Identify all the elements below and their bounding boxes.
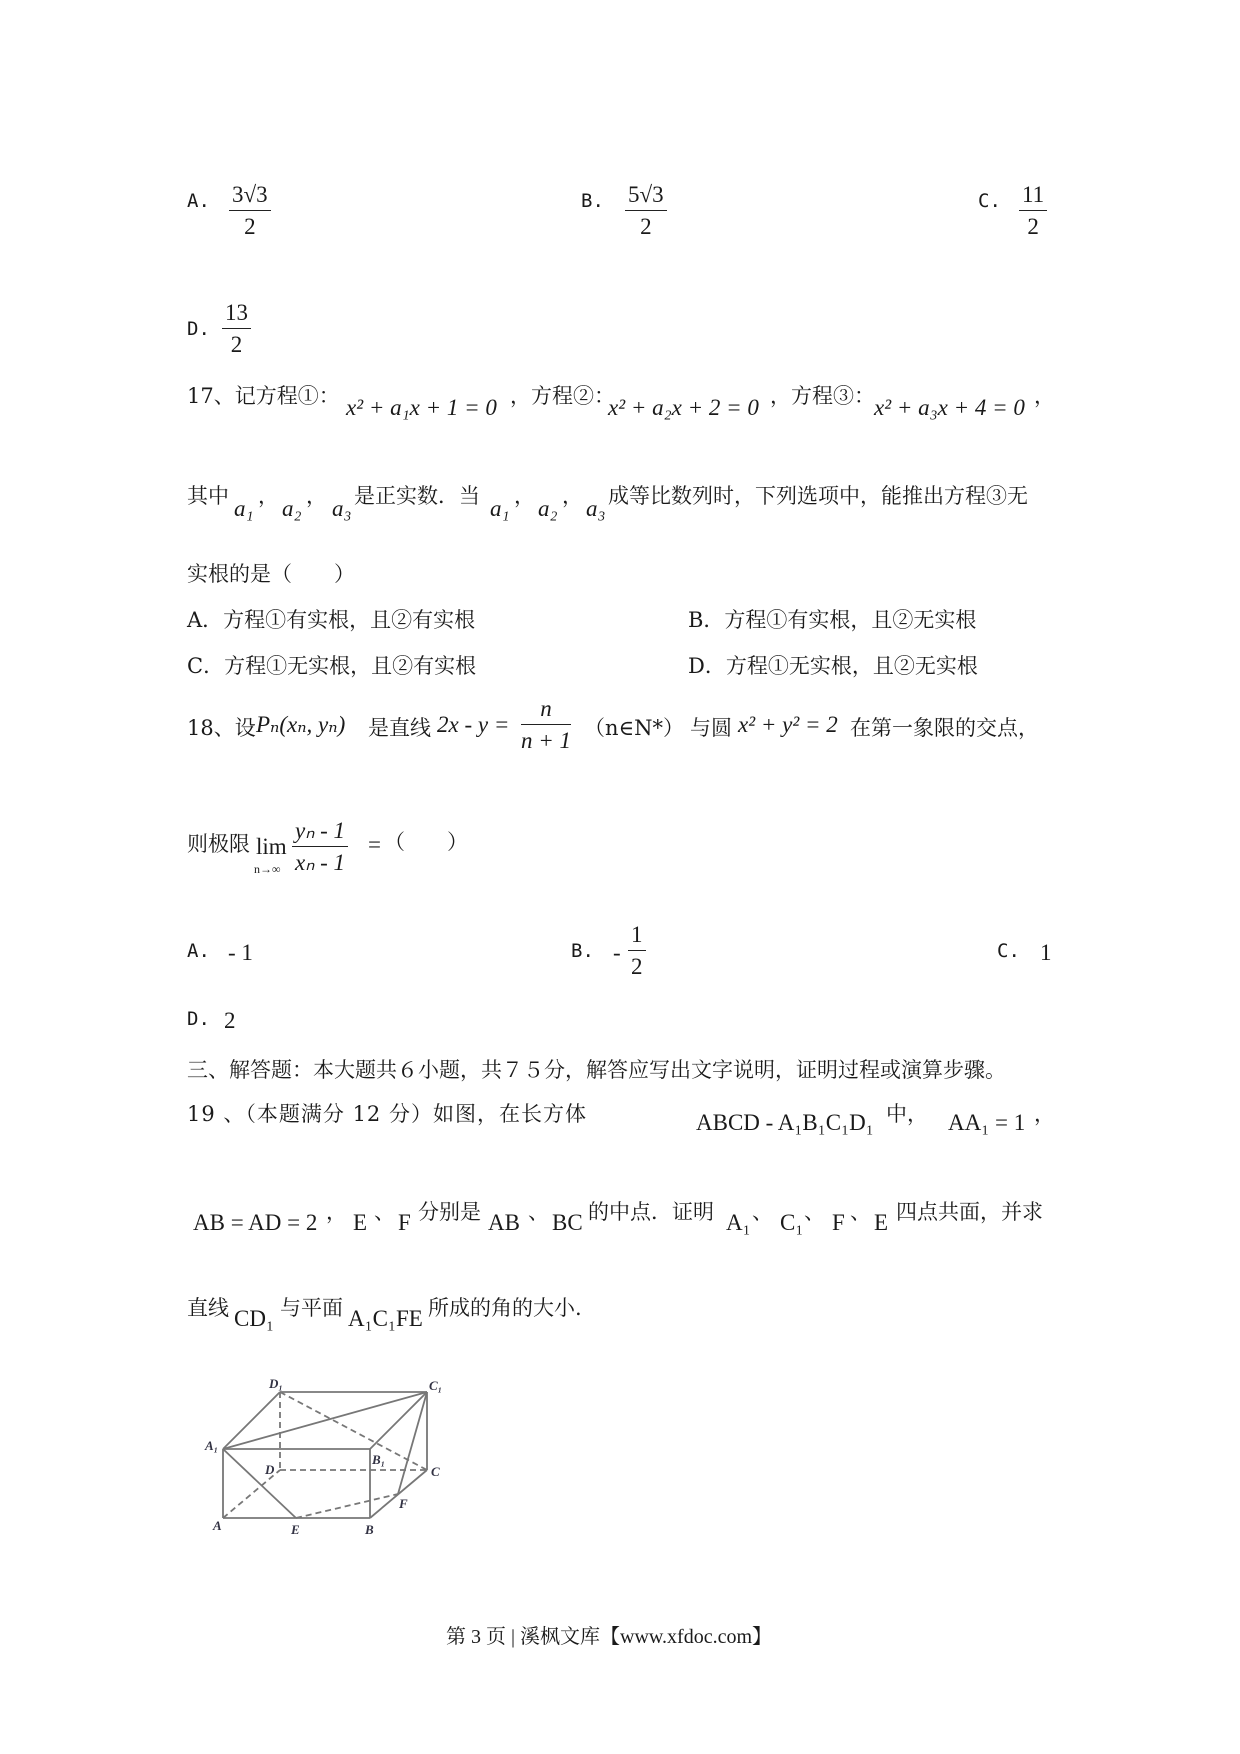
q18-option-c-value: 1 (1040, 940, 1052, 965)
q17-option-d: D．方程①无实根，且②无实根 (688, 654, 978, 678)
q17-line3: 实根的是（ ） (187, 562, 355, 586)
q17-line2-mid: 是正实数．当 (354, 484, 480, 508)
q17-line-end: ， (1034, 384, 1055, 408)
q19-line1-end: ， (1034, 1102, 1055, 1126)
q18-option-b-fraction (628, 920, 646, 983)
q16-option-b-fraction (625, 180, 667, 243)
q17-option-b: B．方程①有实根，且②无实根 (688, 608, 977, 632)
q18-connector-2: 与圆 (690, 716, 732, 740)
figure-label-b: B (365, 1522, 374, 1537)
q17-var-a2: a₂ (282, 496, 302, 521)
q18-option-b-sign: - (613, 940, 621, 965)
q17-line2-end: 成等比数列时，下列选项中，能推出方程③无 (608, 484, 1028, 508)
q19-e: E (874, 1210, 889, 1235)
fraction-denominator: xₙ - 1 (295, 850, 346, 875)
q19-comma: ， (326, 1200, 347, 1224)
page-footer: 第 3 页 | 溪枫文库【www.xfdoc.com】 (446, 1626, 773, 1648)
q19-a1: A₁ (726, 1210, 751, 1235)
q19-intro: 19 、（本题满分 12 分）如图，在长方体 (187, 1102, 587, 1126)
q17-var-a2: a₂ (538, 496, 558, 521)
q19-bc: BC (552, 1210, 583, 1235)
q17-comma: ， (562, 484, 583, 508)
q19-line3-mid: 与平面 (280, 1296, 343, 1320)
q18-limit-prefix: 则极限 (187, 832, 250, 856)
q17-var-a1: a₁ (234, 496, 254, 521)
q18-line-fraction (521, 694, 571, 757)
fraction-denominator: n + 1 (521, 728, 572, 753)
q17-comma: ， (258, 484, 279, 508)
q19-zhong: 中， (886, 1102, 928, 1126)
q18-option-a-label: A. (187, 940, 210, 962)
q17-connector-1: ，方程②： (510, 384, 615, 408)
q19-line3-start: 直线 (187, 1296, 229, 1320)
q18-option-d-label: D. (187, 1008, 210, 1030)
figure-label-e: E (291, 1522, 300, 1537)
q18-point: Pₙ(xₙ, yₙ) (256, 712, 346, 737)
figure-label-d: D (265, 1462, 275, 1477)
fraction-numerator: n (521, 694, 571, 725)
q19-dun: 、 (752, 1200, 773, 1224)
q18-option-c-label: C. (997, 940, 1020, 962)
q18-limit-equals: = (368, 832, 381, 857)
q19-dun: 、 (374, 1200, 395, 1224)
fraction-numerator: 1 (628, 920, 646, 951)
q18-line-end: 在第一象限的交点， (850, 716, 1039, 740)
q19-midpoint-text: 的中点．证明 (588, 1200, 714, 1224)
q18-option-d-value: 2 (224, 1008, 236, 1033)
q19-aa1: AA₁ = 1 (948, 1110, 1026, 1135)
q18-option-b-label: B. (571, 940, 594, 962)
q17-var-a1: a₁ (490, 496, 510, 521)
q17-equation-2: x² + a₂x + 2 = 0 (608, 395, 759, 420)
q19-ab-ad: AB = AD = 2 (193, 1210, 318, 1235)
q17-comma: ， (514, 484, 535, 508)
q18-limit-fraction (292, 816, 348, 879)
q16-option-a-fraction (229, 180, 271, 243)
fraction-denominator: 2 (244, 214, 256, 239)
q19-dun: 、 (528, 1200, 549, 1224)
q16-option-d-label: D. (187, 318, 210, 340)
figure-label-c1: C₁ (429, 1378, 443, 1393)
q19-dun: 、 (850, 1200, 871, 1224)
figure-label-f: F (399, 1496, 408, 1511)
q17-var-a3: a₃ (332, 496, 352, 521)
q16-option-b-label: B. (581, 190, 604, 212)
q17-comma: ， (306, 484, 327, 508)
figure-label-a1: A₁ (205, 1438, 219, 1453)
q18-condition: （n∈N*） (584, 716, 684, 740)
fraction-denominator: 2 (631, 954, 643, 979)
q17-option-a: A．方程①有实根，且②有实根 (187, 608, 476, 632)
fraction-numerator: yₙ - 1 (292, 816, 348, 847)
q19-point-f: F (398, 1210, 411, 1235)
fraction-numerator: 11 (1019, 180, 1047, 211)
q18-intro: 18、设 (187, 716, 256, 740)
figure-label-b1: B₁ (372, 1452, 386, 1467)
q16-option-a-label: A. (187, 190, 210, 212)
q19-ab: AB (488, 1210, 520, 1235)
q19-point-e: E (353, 1210, 368, 1235)
q16-option-c-fraction (1019, 180, 1047, 243)
q18-answer-blank: （ ） (384, 830, 468, 854)
q18-connector-1: 是直线 (368, 716, 431, 740)
fraction-numerator: 13 (222, 298, 251, 329)
q17-equation-3: x² + a₃x + 4 = 0 (874, 395, 1025, 420)
fraction-denominator: 2 (640, 214, 652, 239)
q17-option-c: C．方程①无实根，且②有实根 (187, 654, 477, 678)
q16-option-c-label: C. (978, 190, 1001, 212)
fraction-denominator: 2 (1027, 214, 1039, 239)
q18-line-lhs: 2x - y = (437, 712, 510, 737)
q16-option-d-fraction (222, 298, 251, 361)
q18-circle: x² + y² = 2 (738, 712, 838, 737)
q19-cd1: CD₁ (234, 1306, 274, 1331)
q19-c1: C₁ (780, 1210, 804, 1235)
q17-var-a3: a₃ (586, 496, 606, 521)
fraction-denominator: 2 (230, 332, 243, 357)
fraction-numerator: 5√3 (625, 180, 667, 211)
section-heading: 三、解答题：本大题共６小题，共７５分，解答应写出文字说明，证明过程或演算步骤。 (187, 1058, 1006, 1082)
q17-equation-1: x² + a₁x + 1 = 0 (346, 395, 497, 420)
q19-line3-end: 所成的角的大小. (428, 1296, 582, 1320)
fraction-numerator: 3√3 (229, 180, 271, 211)
q19-plane: A₁C₁FE (348, 1306, 423, 1331)
q18-lim: lim (256, 834, 287, 859)
q17-intro: 17、记方程①： (187, 384, 340, 408)
figure-label-d1: D₁ (269, 1376, 283, 1391)
q19-fenbie: 分别是 (418, 1200, 481, 1224)
cuboid-figure (195, 1370, 455, 1540)
q19-dun: 、 (804, 1200, 825, 1224)
q17-line2-start: 其中 (187, 484, 229, 508)
q19-solid: ABCD - A₁B₁C₁D₁ (696, 1110, 874, 1135)
q18-lim-subscript: n→∞ (254, 862, 281, 876)
figure-label-a: A (213, 1518, 222, 1533)
q17-connector-2: ，方程③： (770, 384, 875, 408)
q19-f: F (832, 1210, 845, 1235)
q18-option-a-value: - 1 (228, 940, 253, 965)
figure-label-c: C (431, 1464, 440, 1479)
q19-line2-end: 四点共面，并求 (896, 1200, 1043, 1224)
